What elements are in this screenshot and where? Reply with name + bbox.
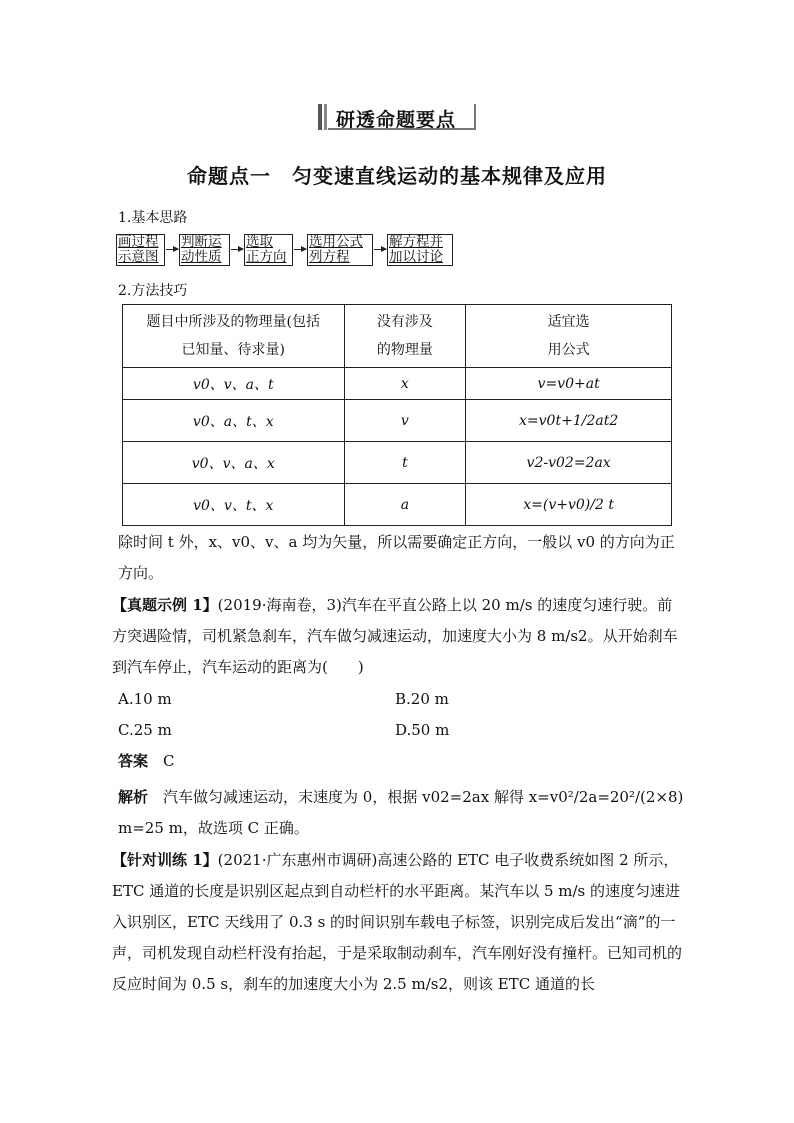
method-heading: 2.方法技巧	[118, 283, 188, 299]
flow-step-1-line2: 示意图	[118, 249, 159, 265]
row-3-formula: v2-v02=2ax	[466, 442, 672, 484]
flow-step-4	[307, 234, 373, 266]
training-1-tag: 【针对训练 1】	[112, 851, 218, 869]
training-1	[112, 845, 687, 1000]
analysis-text: 汽车做匀减速运动，末速度为 0，根据 v02=2ax 解得 x=v0²/2a=20²/(2×8) m=25 m，故选项 C 正确。	[118, 788, 684, 837]
flow-step-2-line1: 判断运	[181, 234, 222, 250]
row-4-missing: a	[344, 484, 466, 526]
table-row	[123, 484, 672, 526]
option-d: D.50 m	[395, 721, 450, 739]
row-2-quantities: v0、a、t、x	[123, 400, 345, 442]
training-1-source: (2021·广东惠州市调研)	[217, 851, 378, 869]
row-2-missing: v	[344, 400, 466, 442]
header-quantities	[123, 305, 345, 368]
analysis-label: 解析	[118, 788, 149, 806]
training-1-text: 高速公路的 ETC 电子收费系统如图 2 所示，ETC 通道的长度是识别区起点到自动栏杆的水平距离。某汽车以 5 m/s 的速度匀速进入识别区，ETC 天线用了 0.3 s 的时间识别车载电子标签，识别完成后发出“滴”的一声，司机发现自动栏杆没有抬起，于是采取制动刹车，汽车刚好没有撞杆。已知司机的反应时间为 0.5 s，刹车的加速度大小为 2.5 m/s2，则该 ETC 通道的长	[112, 851, 683, 993]
flow-step-5	[387, 234, 453, 266]
row-2-formula: x=v0t+1/2at2	[466, 400, 672, 442]
row-1-missing: x	[344, 368, 466, 400]
flow-step-5-line2: 加以讨论	[389, 249, 443, 265]
table-row	[123, 368, 672, 400]
header-quantities-line1: 题目中所涉及的物理量(包括	[146, 314, 320, 330]
row-1-formula: v=v0+at	[466, 368, 672, 400]
row-1-quantities: v0、v、a、t	[123, 368, 345, 400]
flow-step-4-line2: 列方程	[309, 249, 350, 265]
flow-step-3-line1: 选取	[246, 234, 273, 250]
flow-step-1-line1: 画过程	[118, 234, 159, 250]
flow-step-1	[116, 234, 165, 266]
flow-step-2	[179, 234, 230, 266]
method-table	[122, 304, 672, 526]
flow-arrow-2	[231, 249, 243, 250]
table-row	[123, 442, 672, 484]
flow-step-5-line1: 解方程并	[389, 234, 443, 250]
banner-title: 研透命题要点	[336, 109, 457, 131]
flow-step-3-line2: 正方向	[246, 249, 287, 265]
header-formula-line1: 适宜选	[547, 314, 590, 330]
flow-arrow-4	[374, 249, 386, 250]
flow-step-4-line1: 选用公式	[309, 234, 363, 250]
header-quantities-line2: 已知量、待求量)	[181, 342, 285, 358]
row-4-quantities: v0、v、t、x	[123, 484, 345, 526]
option-b: B.20 m	[395, 690, 449, 708]
analysis	[118, 782, 690, 844]
example-1-text: 汽车在平直公路上以 20 m/s 的速度匀速行驶。前方突遇险情，司机紧急刹车，汽车做匀减速运动，加速度大小为 8 m/s2。从开始刹车到汽车停止，汽车运动的距离为( )	[112, 596, 678, 676]
header-formula-line2: 用公式	[547, 342, 590, 358]
example-1-source: (2019·海南卷，3)	[217, 596, 342, 614]
table-row	[123, 400, 672, 442]
header-missing-line1: 没有涉及	[376, 314, 433, 330]
row-3-missing: t	[344, 442, 466, 484]
header-missing-line2: 的物理量	[376, 342, 433, 358]
flow-step-2-line2: 动性质	[181, 249, 222, 265]
answer	[118, 746, 175, 777]
vector-note: 除时间 t 外，x、v0、v、a 均为矢量，所以需要确定正方向，一般以 v0 的方向为正方向。	[118, 533, 675, 582]
flow-arrow-1	[166, 249, 178, 250]
banner-bar-light	[324, 104, 327, 130]
main-heading: 命题点一 匀变速直线运动的基本规律及应用	[187, 164, 607, 188]
answer-value: C	[163, 752, 175, 770]
flow-arrow-3	[294, 249, 306, 250]
header-missing	[344, 305, 466, 368]
row-3-quantities: v0、v、a、x	[123, 442, 345, 484]
section-banner	[318, 104, 476, 130]
row-4-formula: x=(v+v0)/2 t	[466, 484, 672, 526]
option-c: C.25 m	[118, 721, 172, 739]
option-a: A.10 m	[118, 690, 172, 708]
banner-bar-dark	[318, 104, 322, 130]
answer-label: 答案	[118, 752, 149, 770]
example-1	[112, 590, 687, 683]
basic-idea-heading: 1.基本思路	[118, 210, 188, 226]
example-1-tag: 【真题示例 1】	[112, 596, 218, 614]
header-formula	[466, 305, 672, 368]
table-header-row	[123, 305, 672, 368]
flow-step-3	[244, 234, 293, 266]
